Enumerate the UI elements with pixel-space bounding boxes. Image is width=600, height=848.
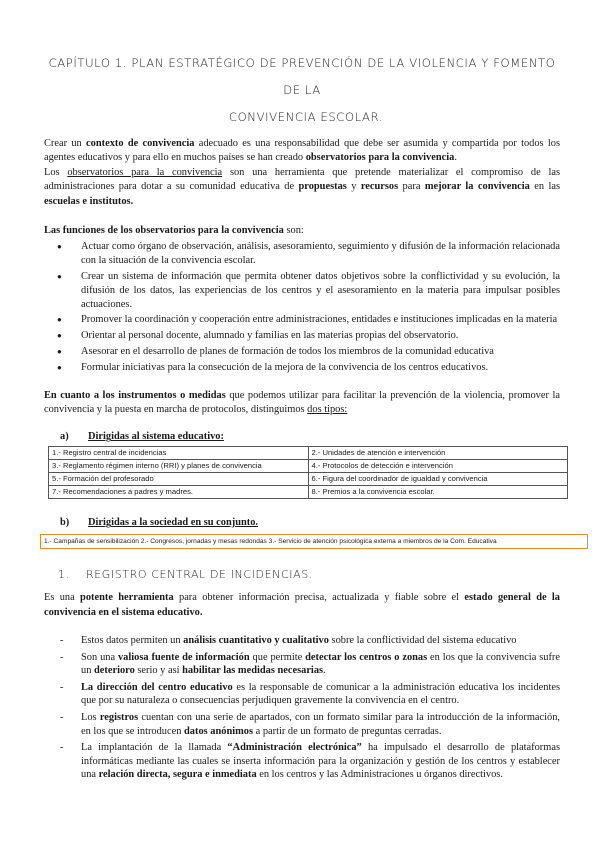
intro-paragraph-2: Los observatorios para la convivencia son una herramienta que pretende materializar el compromiso de las administraciones para dotar a su comunidad educativa de propuestas y recursos para mejorar la convivencia en las escuelas e institutos.	[44, 166, 560, 207]
table-row: 7.- Recomendaciones a padres y madres. 8.- Premios a la convivencia escolar.	[49, 486, 568, 499]
list-item: ● Asesorar en el desarrollo de planes de formación de todos los miembros de la comunidad educativa	[44, 345, 560, 359]
section-b-heading: b) Dirigidas a la sociedad en su conjunto.	[60, 517, 259, 529]
intro-paragraph-1: Crear un contexto de convivencia adecuado es una responsabilidad que debe ser asumida y compartida por todos los agentes educativos y para ello en muchos países se han creado observatorios para la convivencia.	[44, 138, 560, 164]
chapter-title-line1: CAPÍTULO 1. PLAN ESTRATÉGICO DE PREVENCIÓN DE LA VIOLENCIA Y FOMENTO DE LA	[48, 56, 556, 97]
list-item: - La implantación de la llamada “Administración electrónica” ha impulsado el desarrollo de plataformas informáticas mediante las cuales se inserta información para la organización y gestión de los centros y establecer una relación directa, segura e inmediata en los centros y las Administraciones u órganos directivos.	[44, 741, 560, 782]
section-a-heading: a) Dirigidas al sistema educativo:	[60, 431, 224, 443]
table-row: 3.- Reglamento régimen interno (RRI) y planes de convivencia 4.- Protocolos de detección e intervención	[49, 460, 568, 473]
functions-heading: Las funciones de los observatorios para la convivencia son:	[44, 225, 304, 237]
chapter-title-line2: CONVIVENCIA ESCOLAR.	[228, 110, 384, 124]
document-page	[44, 50, 560, 785]
list-item: - Son una valiosa fuente de información que permite detectar los centros o zonas en los que la convivencia sufre un deterioro serio y así habilitar las medidas necesarias.	[44, 651, 560, 679]
list-item: - Los registros cuentan con una serie de apartados, con un formato similar para la introducción de la información, en los que se introducen datos anónimos a partir de un formato de preguntas cerradas.	[44, 711, 560, 739]
list-item: ● Formular iniciativas para la consecución de la mejora de la convivencia de los centros educativos.	[44, 361, 560, 375]
list-item: ● Orientar al personal docente, alumnado y familias en las materias propias del observatorio.	[44, 329, 560, 343]
chapter-title	[44, 50, 560, 131]
section-heading-registro: 1. REGISTRO CENTRAL DE INCIDENCIAS.	[58, 568, 313, 582]
measures-table	[48, 446, 568, 499]
registro-list	[44, 634, 560, 782]
registro-paragraph: Es una potente herramienta para obtener información precisa, actualizada y fiable sobre el estado general de la convivencia en el sistema educativo.	[44, 592, 560, 618]
list-item: ● Actuar como órgano de observación, análisis, asesoramiento, seguimiento y difusión de la información relacionada con la situación de la convivencia escolar.	[44, 240, 560, 268]
list-item: - La dirección del centro educativo es la responsable de comunicar a la administración educativa los incidentes que por su naturaleza o consecuencias perjudiquen gravemente la convivencia en el centro.	[44, 681, 560, 709]
functions-list	[44, 240, 560, 374]
table-row: 5.- Formación del profesorado 6.- Figura del coordinador de igualdad y convivencia	[49, 473, 568, 486]
list-item: ● Promover la coordinación y cooperación entre administraciones, entidades e instituciones implicadas en la materia	[44, 313, 560, 327]
instruments-paragraph: En cuanto a los instrumentos o medidas que podemos utilizar para facilitar la prevención de la violencia, promover la convivencia y la puesta en marcha de protocolos, distinguimos dos tipos:	[44, 389, 560, 416]
list-item: - Estos datos permiten un análisis cuantitativo y cualitativo sobre la conflictividad del sistema educativo	[44, 634, 560, 648]
society-measures-strip: 1.- Campañas de sensibilización 2.- Congresos, jornadas y mesas redondas 3.- Servicio de atención psicológica externa a miembros de la Com. Educativa	[40, 534, 588, 549]
list-item: ● Crear un sistema de información que permita obtener datos objetivos sobre la conflictividad y su evolución, la difusión de los datos, las experiencias de los centros y el asesoramiento en la materia para impulsar posibles actuaciones.	[44, 270, 560, 311]
table-row: 1.- Registro central de incidencias 2.- Unidades de atención e intervención	[49, 447, 568, 460]
